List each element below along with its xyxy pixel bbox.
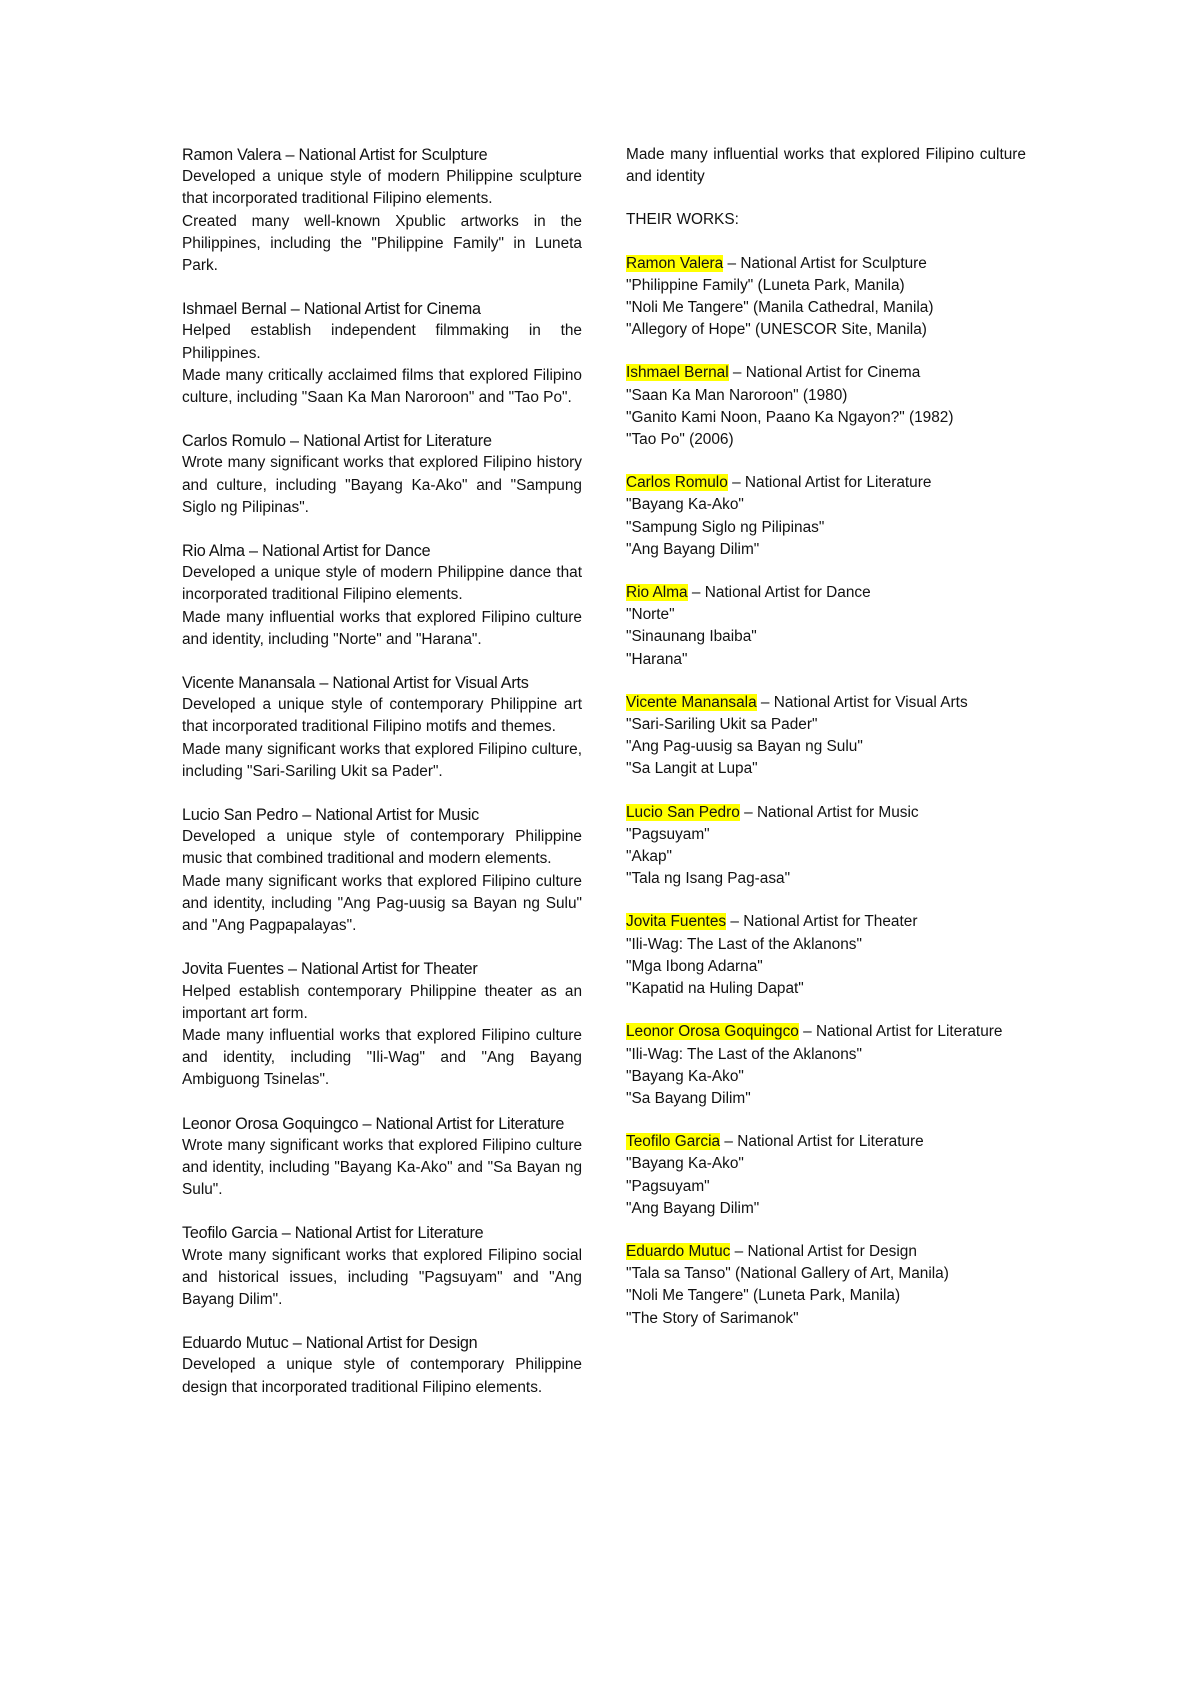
bio-paragraph: Developed a unique style of contemporary Philippine music that combined traditional and modern elements. xyxy=(182,828,582,868)
artist-name: Eduardo Mutuc xyxy=(182,1334,289,1353)
artist-title: National Artist for Visual Arts xyxy=(332,674,529,693)
work-group xyxy=(626,1131,1026,1220)
work-item: "Philippine Family" (Luneta Park, Manila) xyxy=(626,276,905,294)
work-item: "The Story of Sarimanok" xyxy=(626,1309,799,1327)
bio-paragraph: Made many influential works that explored Filipino culture and identity, including "Ili-Wag" and "Ang Bayang Ambiguong Tsinelas". xyxy=(182,1026,582,1089)
bio-paragraph: Made many critically acclaimed films that explored Filipino culture, including "Saan Ka Man Naroroon" and "Tao Po". xyxy=(182,366,582,407)
artist-name: Teofilo Garcia xyxy=(182,1224,278,1243)
work-item: "Harana" xyxy=(626,650,688,668)
heading-separator: – xyxy=(756,693,774,711)
heading-separator: – xyxy=(288,1334,306,1353)
artist-title: National Artist for Literature xyxy=(375,1114,565,1133)
artist-section xyxy=(182,804,582,937)
artist-section xyxy=(182,1332,582,1399)
heading-separator: – xyxy=(727,474,745,492)
work-item: "Ganito Kami Noon, Paano Ka Ngayon?" (1982) xyxy=(626,408,954,426)
artist-title: National Artist for Literature xyxy=(303,432,492,451)
heading-separator: – xyxy=(277,1224,295,1243)
artist-name: Rio Alma xyxy=(182,542,245,561)
work-group xyxy=(626,582,1026,671)
work-heading xyxy=(626,253,1026,275)
artist-title: National Artist for Literature xyxy=(294,1224,484,1243)
highlighted-artist-name: Ramon Valera xyxy=(626,254,724,272)
artist-heading xyxy=(182,430,582,452)
artist-title: National Artist for Literature xyxy=(815,1023,1003,1041)
bio-paragraph: Developed a unique style of contemporary Philippine design that incorporated traditional Filipino elements. xyxy=(182,1356,582,1396)
work-item: "Noli Me Tangere" (Luneta Park, Manila) xyxy=(626,1287,901,1305)
heading-separator: – xyxy=(726,913,744,931)
work-heading xyxy=(626,692,1026,714)
artist-name: Ishmael Bernal xyxy=(182,300,287,319)
work-item: "Sa Bayang Dilim" xyxy=(626,1089,751,1107)
work-item: "Bayang Ka-Ako" xyxy=(626,496,744,514)
work-item: "Noli Me Tangere" (Manila Cathedral, Manila) xyxy=(626,299,934,317)
work-item: "Ang Bayang Dilim" xyxy=(626,1199,760,1217)
intro-paragraph: Made many influential works that explored Filipino culture and identity xyxy=(626,146,1026,186)
work-group xyxy=(626,362,1026,451)
heading-separator: – xyxy=(723,254,741,272)
artist-title: National Artist for Sculpture xyxy=(740,254,927,272)
work-item: "Sari-Sariling Ukit sa Pader" xyxy=(626,716,818,734)
bio-paragraph: Helped establish contemporary Philippine theater as an important art form. xyxy=(182,982,582,1022)
highlighted-artist-name: Rio Alma xyxy=(626,584,688,602)
bio-paragraph: Created many well-known Xpublic artworks in the Philippines, including the "Philippine Family" in Luneta Park. xyxy=(182,212,582,275)
artist-name: Jovita Fuentes xyxy=(182,960,284,979)
artist-section xyxy=(182,540,582,651)
artist-title: National Artist for Music xyxy=(315,806,479,825)
heading-separator: – xyxy=(730,1242,748,1260)
artist-name: Ramon Valera xyxy=(182,146,282,164)
work-group xyxy=(626,253,1026,342)
artist-section xyxy=(182,958,582,1091)
work-heading xyxy=(626,362,1026,384)
artist-name: Vicente Manansala xyxy=(182,674,316,693)
work-item: "Sinaunang Ibaiba" xyxy=(626,628,757,646)
work-group xyxy=(626,472,1026,561)
work-heading xyxy=(626,911,1026,933)
highlighted-artist-name: Carlos Romulo xyxy=(626,474,728,492)
work-heading xyxy=(626,472,1026,494)
work-item: "Sampung Siglo ng Pilipinas" xyxy=(626,518,825,536)
artist-heading xyxy=(182,144,582,166)
artist-heading xyxy=(182,672,582,694)
work-item: "Saan Ka Man Naroroon" (1980) xyxy=(626,386,848,404)
bio-paragraph: Developed a unique style of modern Philippine sculpture that incorporated traditional Filipino elements. xyxy=(182,168,582,208)
artist-title: National Artist for Theater xyxy=(743,913,918,931)
artist-title: National Artist for Cinema xyxy=(745,364,921,382)
bio-paragraph: Made many influential works that explored Filipino culture and identity, including "Norte" and "Harana". xyxy=(182,608,582,648)
artist-section xyxy=(182,1113,582,1202)
works-list xyxy=(626,253,1026,1330)
highlighted-artist-name: Teofilo Garcia xyxy=(626,1133,721,1151)
artist-title: National Artist for Dance xyxy=(704,584,871,602)
bio-paragraph: Wrote many significant works that explored Filipino culture and identity, including "Bayang Ka-Ako" and "Sa Bayan ng Sulu". xyxy=(182,1136,582,1199)
work-heading xyxy=(626,1241,1026,1263)
artist-section xyxy=(182,1222,582,1311)
work-item: "Ili-Wag: The Last of the Aklanons" xyxy=(626,935,862,953)
heading-separator: – xyxy=(283,960,302,979)
work-group xyxy=(626,1241,1026,1330)
heading-separator: – xyxy=(281,146,299,164)
right-column xyxy=(626,144,1026,1351)
artist-section xyxy=(182,672,582,783)
artist-section xyxy=(182,144,582,277)
artist-section xyxy=(182,430,582,519)
bio-paragraph: Made many significant works that explored Filipino culture and identity, including "Ang Pag-uusig sa Bayan ng Sulu" and "Ang Pagpapalayas". xyxy=(182,872,582,935)
highlighted-artist-name: Leonor Orosa Goquingco xyxy=(626,1023,799,1041)
work-item: "Allegory of Hope" (UNESCOR Site, Manila) xyxy=(626,321,927,339)
left-column xyxy=(182,144,582,1420)
work-item: "Tala ng Isang Pag-asa" xyxy=(626,870,791,888)
artist-title: National Artist for Sculpture xyxy=(298,146,488,164)
artist-title: National Artist for Cinema xyxy=(303,300,481,319)
heading-separator: – xyxy=(720,1133,738,1151)
artist-title: National Artist for Theater xyxy=(301,960,478,979)
work-item: "Bayang Ka-Ako" xyxy=(626,1067,744,1085)
work-heading xyxy=(626,802,1026,824)
artist-heading xyxy=(182,540,582,562)
bio-paragraph: Developed a unique style of modern Philippine dance that incorporated traditional Filipino elements. xyxy=(182,564,582,604)
artist-heading xyxy=(182,298,582,320)
work-item: "Tao Po" (2006) xyxy=(626,431,734,449)
bio-paragraph: Wrote many significant works that explored Filipino social and historical issues, including "Pagsuyam" and "Ang Bayang Dilim". xyxy=(182,1246,582,1308)
artist-section xyxy=(182,298,582,409)
work-group xyxy=(626,1021,1026,1110)
work-group xyxy=(626,802,1026,891)
artist-heading xyxy=(182,1332,582,1354)
bio-paragraph: Developed a unique style of contemporary Philippine art that incorporated traditional Filipino motifs and themes. xyxy=(182,696,582,736)
work-item: "Pagsuyam" xyxy=(626,825,710,843)
artist-title: National Artist for Music xyxy=(756,803,919,821)
heading-separator: – xyxy=(728,364,746,382)
work-group xyxy=(626,692,1026,781)
highlighted-artist-name: Vicente Manansala xyxy=(626,693,757,711)
heading-separator: – xyxy=(739,803,757,821)
heading-separator: – xyxy=(285,432,304,451)
artist-title: National Artist for Design xyxy=(747,1242,917,1260)
bio-paragraph: Helped establish independent filmmaking in the Philippines. xyxy=(182,322,582,362)
work-item: "Ang Bayang Dilim" xyxy=(626,540,760,558)
work-item: "Kapatid na Huling Dapat" xyxy=(626,980,804,998)
artist-name: Leonor Orosa Goquingco xyxy=(182,1114,359,1133)
highlighted-artist-name: Jovita Fuentes xyxy=(626,913,727,931)
heading-separator: – xyxy=(244,542,263,561)
artist-heading xyxy=(182,1113,582,1135)
artist-heading xyxy=(182,958,582,980)
work-item: "Akap" xyxy=(626,848,673,866)
work-heading xyxy=(626,1131,1026,1153)
highlighted-artist-name: Ishmael Bernal xyxy=(626,364,729,382)
work-group xyxy=(626,911,1026,1000)
work-item: "Tala sa Tanso" (National Gallery of Art, Manila) xyxy=(626,1265,949,1283)
artist-title: National Artist for Design xyxy=(305,1334,478,1353)
work-item: "Bayang Ka-Ako" xyxy=(626,1155,744,1173)
bio-paragraph: Made many significant works that explored Filipino culture, including "Sari-Sariling Ukit sa Pader". xyxy=(182,740,582,780)
work-item: "Norte" xyxy=(626,606,675,624)
bio-paragraph: Wrote many significant works that explored Filipino history and culture, including "Bayang Ka-Ako" and "Sampung Siglo ng Pilipinas". xyxy=(182,454,582,516)
highlighted-artist-name: Lucio San Pedro xyxy=(626,803,740,821)
heading-separator: – xyxy=(297,806,316,825)
artist-heading xyxy=(182,804,582,826)
work-item: "Ang Pag-uusig sa Bayan ng Sulu" xyxy=(626,738,863,756)
heading-separator: – xyxy=(358,1114,376,1133)
work-heading xyxy=(626,582,1026,604)
heading-separator: – xyxy=(687,584,705,602)
works-title: THEIR WORKS: xyxy=(626,211,739,229)
work-item: "Mga Ibong Adarna" xyxy=(626,957,763,975)
highlighted-artist-name: Eduardo Mutuc xyxy=(626,1242,731,1260)
work-item: "Sa Langit at Lupa" xyxy=(626,760,758,778)
artist-heading xyxy=(182,1222,582,1244)
artist-title: National Artist for Visual Arts xyxy=(773,693,968,711)
artist-title: National Artist for Literature xyxy=(737,1133,924,1151)
work-item: "Ili-Wag: The Last of the Aklanons" xyxy=(626,1045,862,1063)
heading-separator: – xyxy=(798,1023,816,1041)
work-heading xyxy=(626,1021,1026,1043)
artist-name: Carlos Romulo xyxy=(182,432,286,451)
heading-separator: – xyxy=(286,300,304,319)
artist-title: National Artist for Dance xyxy=(262,542,431,561)
artist-title: National Artist for Literature xyxy=(744,474,932,492)
heading-separator: – xyxy=(315,674,333,693)
work-item: "Pagsuyam" xyxy=(626,1177,710,1195)
artist-name: Lucio San Pedro xyxy=(182,806,298,825)
